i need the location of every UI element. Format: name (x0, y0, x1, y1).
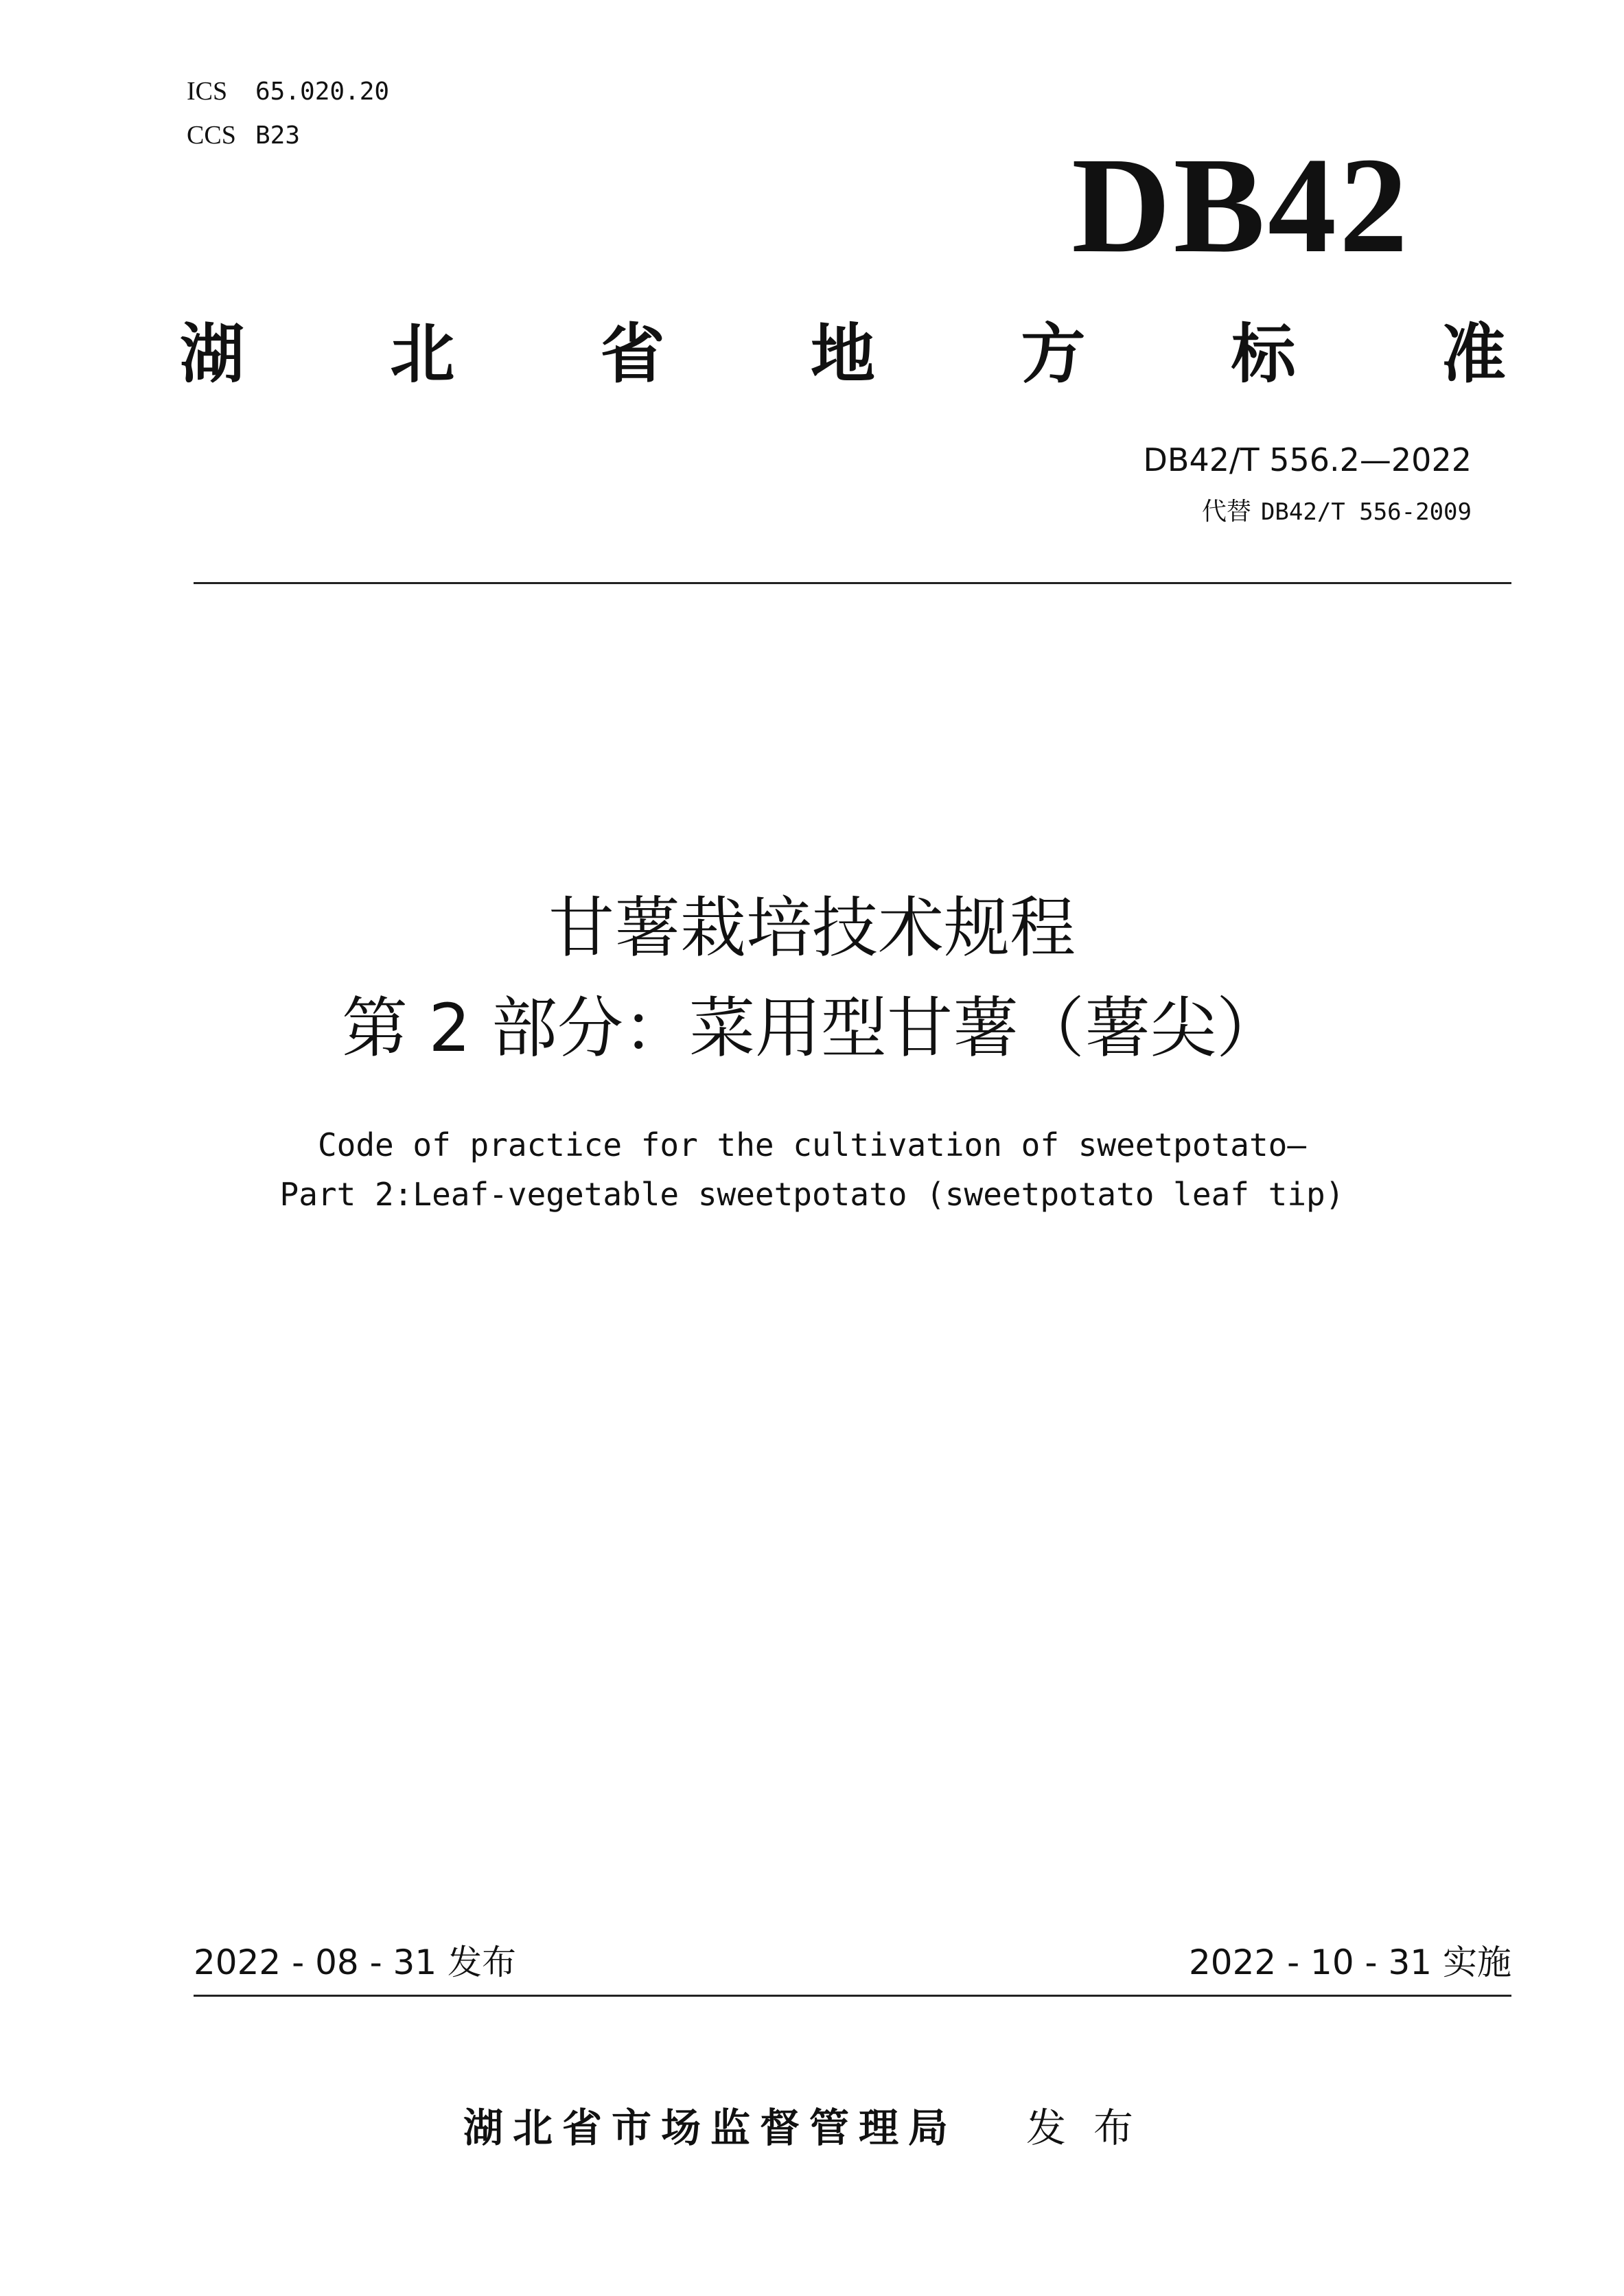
ics-code-row (187, 74, 389, 108)
issuer-name: 湖北省市场监督管理局 (463, 2104, 958, 2151)
title-zh-line-1: 甘薯栽培技术规程 (548, 890, 1076, 966)
replaces-line (1202, 496, 1472, 529)
standard-type-char: 方 (1021, 317, 1086, 392)
ics-value: 65.020.20 (255, 78, 390, 106)
ccs-label: CCS (187, 121, 236, 150)
standard-type-char: 湖 (180, 317, 245, 392)
db-mark: DB42 (1071, 130, 1411, 281)
standard-type-char: 准 (1441, 317, 1506, 392)
title-en-line-1: Code of practice for the cultivation of sweetpotato— (317, 1126, 1307, 1163)
standard-type-char: 北 (390, 317, 455, 392)
replaces-code: DB42/T 556-2009 (1260, 498, 1472, 526)
ics-label: ICS (187, 77, 228, 106)
standard-type-char: 省 (600, 317, 665, 392)
issue-date: 2022 - 08 - 31 发布 (194, 1943, 517, 1982)
issuer-action: 发布 (1026, 2104, 1161, 2151)
standard-type-char: 地 (810, 317, 875, 392)
standard-number: DB42/T 556.2—2022 (1143, 441, 1472, 478)
ccs-value: B23 (255, 121, 301, 150)
title-en-line-2: Part 2:Leaf-vegetable sweetpotato (sweetpotato leaf tip) (279, 1176, 1345, 1213)
implementation-date: 2022 - 10 - 31 实施 (1188, 1943, 1511, 1982)
title-zh-line-2: 第 2 部分：菜用型甘薯（薯尖） (341, 990, 1283, 1067)
standard-type-char: 标 (1231, 317, 1296, 392)
standard-type-heading (180, 317, 1506, 393)
header-divider (194, 582, 1511, 584)
footer-divider (194, 1995, 1511, 1997)
replaces-label: 代替 (1201, 498, 1251, 526)
ccs-code-row (187, 118, 300, 152)
issuer-line (0, 2100, 1624, 2155)
